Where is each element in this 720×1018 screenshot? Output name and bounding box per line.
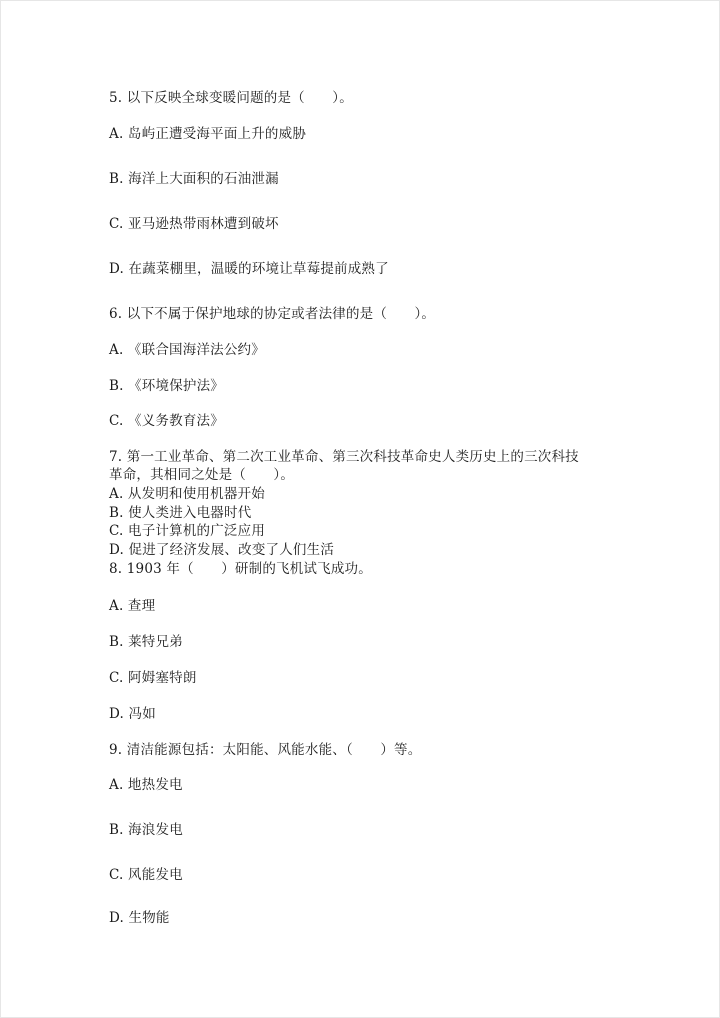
question-9-option-d: D. 生物能	[109, 910, 170, 926]
question-7-option-d: D. 促进了经济发展、改变了人们生活	[109, 542, 335, 558]
question-9-stem: 9. 清洁能源包括：太阳能、风能水能、（ ）等。	[109, 742, 422, 758]
question-7-stem-line-1: 7. 第一工业革命、第二次工业革命、第三次科技革命史人类历史上的三次科技	[109, 449, 579, 465]
question-5-option-c: C. 亚马逊热带雨林遭到破坏	[109, 216, 279, 232]
question-7-option-a: A. 从发明和使用机器开始	[109, 486, 265, 502]
question-6-option-c: C. 《义务教育法》	[109, 413, 224, 429]
question-8-stem: 8. 1903 年（ ）研制的飞机试飞成功。	[109, 561, 372, 577]
question-7-option-b: B. 使人类进入电器时代	[109, 505, 252, 521]
question-7-stem-line-2: 革命，其相同之处是（ ）。	[109, 467, 295, 483]
question-6-stem: 6. 以下不属于保护地球的协定或者法律的是（ ）。	[109, 306, 436, 322]
question-8-option-b: B. 莱特兄弟	[109, 634, 183, 650]
question-5-stem: 5. 以下反映全球变暖问题的是（ ）。	[109, 90, 353, 106]
question-8-option-a: A. 查理	[109, 598, 156, 614]
question-6-option-a: A. 《联合国海洋法公约》	[109, 342, 265, 358]
question-5-option-d: D. 在蔬菜棚里，温暖的环境让草莓提前成熟了	[109, 261, 389, 277]
question-7-option-c: C. 电子计算机的广泛应用	[109, 523, 266, 539]
question-8-option-c: C. 阿姆塞特朗	[109, 670, 197, 686]
question-9-option-c: C. 风能发电	[109, 867, 183, 883]
question-5-option-b: B. 海洋上大面积的石油泄漏	[109, 171, 279, 187]
question-9-option-b: B. 海浪发电	[109, 822, 183, 838]
question-9-option-a: A. 地热发电	[109, 777, 183, 793]
question-8-option-d: D. 冯如	[109, 706, 156, 722]
question-5-option-a: A. 岛屿正遭受海平面上升的威胁	[109, 126, 307, 142]
question-6-option-b: B. 《环境保护法》	[109, 378, 225, 394]
